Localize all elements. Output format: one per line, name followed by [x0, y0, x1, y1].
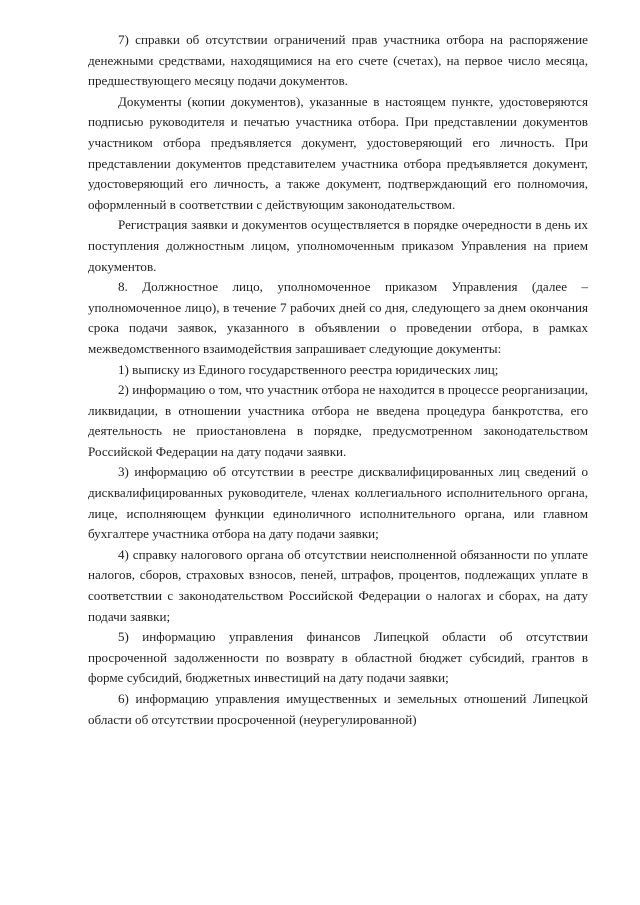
- list-item-4-tax-certificate: 4) справку налогового органа об отсутствии неисполненной обязанности по уплате налогов, сборов, страховых взносов, пеней, штрафов, процентов, подлежащих уплате в соответствии с законодательством Российской Федерации о налогах и сборах, на дату подачи заявки;: [88, 546, 588, 624]
- document-page: [88, 30, 588, 730]
- list-item-2-reorganization: 2) информацию о том, что участник отбора не находится в процессе реорганизации, ликвидации, в отношении участника отбора не введена процедура банкротства, его деятельность не приостановлена в порядке, предусмотренном законодательством Российской Федерации на дату подачи заявки.: [88, 382, 588, 459]
- paragraph-documents-certification: Документы (копии документов), указанные в настоящем пункте, удостоверяются подписью руководителя и печатью участника отбора. При представлении документов участником отбора предъявляется документ, удостоверяющий его личность. При представлении документов представителем участника отбора предъявляется документ, удостоверяющий его личность, а также документ, подтверждающий его полномочия, оформленный в соответствии с действующим законодательством.: [88, 93, 588, 212]
- paragraph-section-8: 8. Должностное лицо, уполномоченное приказом Управления (далее – уполномоченное лицо), в течение 7 рабочих дней со дня, следующего за днем окончания срока подачи заявок, указанного в объявлении о проведении отбора, в рамках межведомственного взаимодействия запрашивает следующие документы:: [88, 279, 588, 356]
- paragraph-item-7-bank-statements: 7) справки об отсутствии ограничений прав участника отбора на распоряжение денежными средствами, находящимися на его счете (счетах), на первое число месяца, предшествующего месяцу подачи документов.: [88, 32, 588, 89]
- list-item-5-finance-department: 5) информацию управления финансов Липецкой области об отсутствии просроченной задолженности по возврату в областной бюджет субсидий, грантов в форме субсидий, бюджетных инвестиций на дату подачи заявки;: [88, 629, 588, 686]
- list-item-1-egrul: 1) выписку из Единого государственного реестра юридических лиц;: [118, 361, 499, 377]
- list-item-6-property-relations: 6) информацию управления имущественных и земельных отношений Липецкой области об отсутствии просроченной (неурегулированной): [88, 691, 588, 727]
- list-item-3-disqualified-registry: 3) информацию об отсутствии в реестре дисквалифицированных лиц сведений о дисквалифицированных руководителе, членах коллегиального исполнительного органа, лице, исполняющем функции единоличного исполнительного органа, или главном бухгалтере участника отбора на дату подачи заявки;: [88, 464, 588, 542]
- paragraph-registration: Регистрация заявки и документов осуществляется в порядке очередности в день их поступления должностным лицом, уполномоченным приказом Управления на прием документов.: [88, 217, 588, 274]
